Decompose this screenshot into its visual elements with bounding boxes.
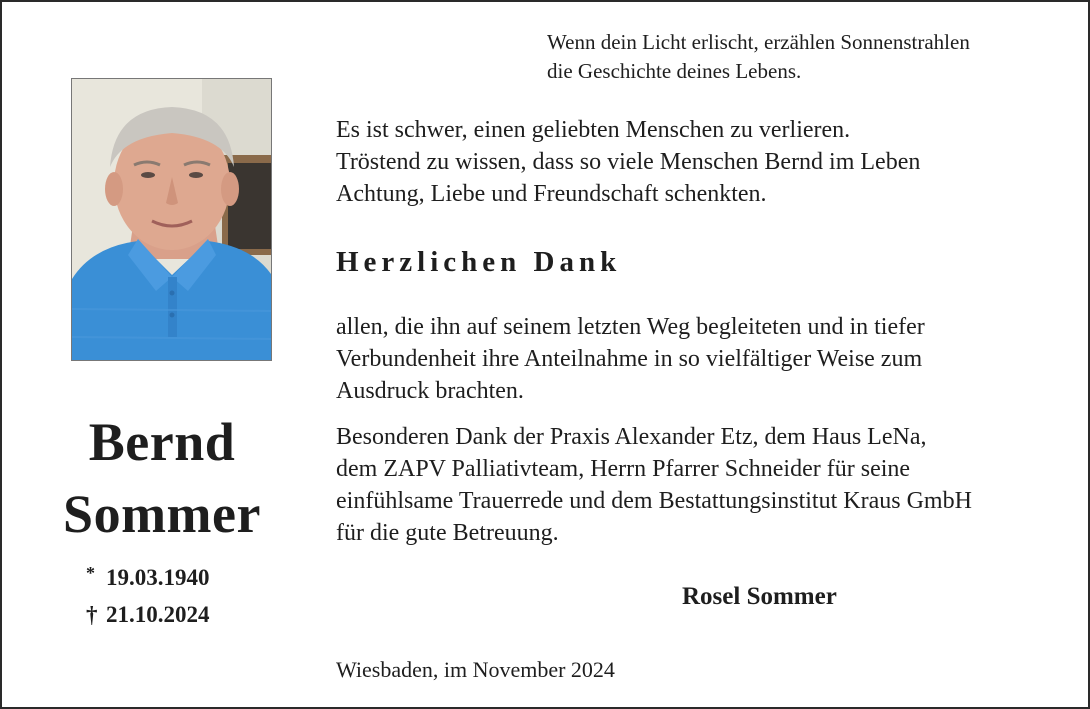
death-row bbox=[86, 597, 210, 633]
place-date: Wiesbaden, im November 2024 bbox=[336, 657, 615, 682]
thanks-paragraph bbox=[336, 311, 1076, 407]
intro-line: Achtung, Liebe und Freundschaft schenkten. bbox=[336, 181, 767, 207]
motto-line: Wenn dein Licht erlischt, erzählen Sonnenstrahlen bbox=[547, 30, 970, 54]
first-name: Bernd bbox=[88, 412, 236, 472]
special-thanks-paragraph bbox=[336, 421, 1076, 549]
life-dates bbox=[86, 560, 210, 633]
birth-date: 19.03.1940 bbox=[106, 565, 210, 590]
portrait-photo bbox=[71, 78, 272, 361]
intro-line: Es ist schwer, einen geliebten Menschen zu verlieren. bbox=[336, 117, 851, 143]
death-date: 21.10.2024 bbox=[106, 602, 210, 627]
thanks-line: allen, die ihn auf seinem letzten Weg begleiteten und in tiefer bbox=[336, 314, 925, 340]
special-thanks-line: für die gute Betreuung. bbox=[336, 520, 559, 546]
motto-quote bbox=[547, 28, 1067, 86]
motto-line: die Geschichte deines Lebens. bbox=[547, 59, 802, 83]
intro-paragraph bbox=[336, 114, 1076, 210]
special-thanks-line: dem ZAPV Palliativteam, Herrn Pfarrer Schneider für seine bbox=[336, 456, 911, 482]
signature: Rosel Sommer bbox=[682, 583, 837, 610]
thanks-line: Ausdruck brachten. bbox=[336, 378, 524, 404]
last-name: Sommer bbox=[63, 484, 261, 544]
birth-row bbox=[86, 560, 210, 597]
special-thanks-line: Besonderen Dank der Praxis Alexander Etz, dem Haus LeNa, bbox=[336, 424, 927, 450]
death-symbol: † bbox=[86, 602, 98, 627]
special-thanks-line: einfühlsame Trauerrede und dem Bestattungsinstitut Kraus GmbH bbox=[336, 488, 972, 514]
deceased-name bbox=[42, 406, 282, 550]
thanks-line: Verbundenheit ihre Anteilnahme in so vielfältiger Weise zum bbox=[336, 346, 923, 372]
thanks-heading: Herzlichen Dank bbox=[336, 246, 622, 278]
birth-symbol: * bbox=[86, 563, 95, 583]
intro-line: Tröstend zu wissen, dass so viele Menschen Bernd im Leben bbox=[336, 149, 921, 175]
